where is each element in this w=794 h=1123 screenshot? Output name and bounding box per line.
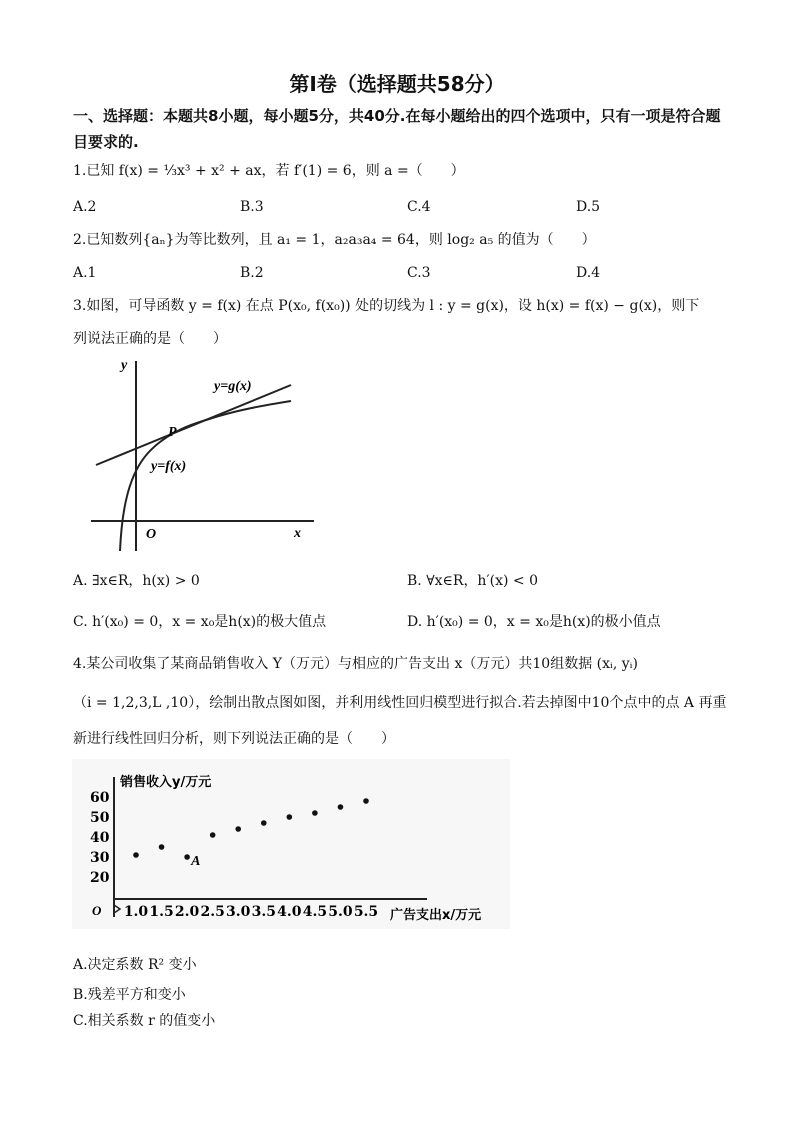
question-4-stem-line1: 4.某公司收集了某商品销售收入 Y（万元）与相应的广告支出 x（万元）共10组数据 (xᵢ, yᵢ) <box>73 656 638 672</box>
q3-option-d[interactable]: D. h′(x₀) = 0，x = x₀是h(x)的极小值点 <box>407 614 661 630</box>
x-tick-label: 5.0 <box>328 904 353 920</box>
question-2-stem: 2.已知数列{aₙ}为等比数列，且 a₁ = 1，a₂a₃a₄ = 64，则 log₂ a₅ 的值为（ ） <box>73 232 596 248</box>
scatter-point <box>261 820 267 826</box>
question-3-stem-line1: 3.如图，可导函数 y = f(x) 在点 P(x₀, f(x₀)) 处的切线为 l : y = g(x)，设 h(x) = f(x) − g(x)，则下 <box>73 298 700 314</box>
chart-origin-label: O <box>92 903 102 918</box>
question-4-stem-line2: （i = 1,2,3,L ,10），绘制出散点图如图，并利用线性回归模型进行拟合.若去掉图中10个点中的点 A 再重 <box>73 695 727 711</box>
x-tick-label: 1.0 <box>123 904 149 920</box>
scatter-point <box>287 814 293 820</box>
scatter-point <box>210 832 216 838</box>
scatter-point <box>338 804 344 810</box>
x-tick-label: 1.5 <box>149 904 174 920</box>
origin-label: O <box>146 527 157 542</box>
y-tick-label: 30 <box>90 850 110 866</box>
x-tick-label: 3.0 <box>226 904 251 920</box>
f-curve-label: y=f(x) <box>151 459 187 474</box>
q2-option-a[interactable]: A.1 <box>73 265 97 281</box>
x-tick-label: 4.0 <box>277 904 302 920</box>
scatter-point <box>363 798 369 804</box>
q4-option-c[interactable]: C.相关系数 r 的值变小 <box>73 1013 216 1029</box>
q2-option-c[interactable]: C.3 <box>407 265 431 281</box>
scatter-point <box>184 854 190 860</box>
q4-option-b[interactable]: B.残差平方和变小 <box>73 987 186 1003</box>
chart-y-label: 销售收入y/万元 <box>120 775 212 790</box>
g-curve-label: y=g(x) <box>214 379 252 394</box>
scatter-point <box>235 826 241 832</box>
point-a-label: A <box>191 854 201 869</box>
scatter-point <box>133 852 139 858</box>
tangent-figure <box>86 355 322 551</box>
q1-option-c[interactable]: C.4 <box>407 199 431 215</box>
chart-x-label: 广告支出x/万元 <box>390 908 482 923</box>
x-tick-label: 2.5 <box>200 904 225 920</box>
y-tick-label: 50 <box>90 810 110 826</box>
scatter-chart <box>72 759 510 929</box>
x-tick-label: 3.5 <box>251 904 276 920</box>
x-axis-label: x <box>294 526 301 541</box>
q4-option-a[interactable]: A.决定系数 R² 变小 <box>73 957 197 973</box>
scatter-point <box>312 810 318 816</box>
q1-option-a[interactable]: A.2 <box>73 199 97 215</box>
y-tick-label: 40 <box>90 830 110 846</box>
x-tick-label: 2.0 <box>174 904 200 920</box>
q2-option-d[interactable]: D.4 <box>576 265 601 281</box>
y-axis-label: y <box>121 358 128 373</box>
page-title: 第Ⅰ卷（选择题共58分） <box>289 72 505 96</box>
y-tick-label: 60 <box>90 790 110 806</box>
q3-option-c[interactable]: C. h′(x₀) = 0，x = x₀是h(x)的极大值点 <box>73 614 327 630</box>
scatter-point <box>159 844 165 850</box>
q2-option-b[interactable]: B.2 <box>240 265 264 281</box>
q3-option-b[interactable]: B. ∀x∈R，h′(x) < 0 <box>407 573 538 589</box>
question-4-stem-line3: 新进行线性回归分析，则下列说法正确的是（ ） <box>73 731 395 747</box>
point-p-label: P <box>168 425 177 440</box>
q3-option-a[interactable]: A. ∃x∈R，h(x) > 0 <box>73 573 200 589</box>
section-header: 一、选择题：本题共8小题，每小题5分，共40分.在每小题给出的四个选项中，只有一项是符合题目要求的. <box>73 107 721 151</box>
q1-option-d[interactable]: D.5 <box>576 199 601 215</box>
y-tick-label: 20 <box>90 870 110 886</box>
x-tick-label: 5.5 <box>353 904 379 920</box>
q1-option-b[interactable]: B.3 <box>240 199 264 215</box>
question-3-stem-line2: 列说法正确的是（ ） <box>73 331 227 347</box>
question-1-stem: 1.已知 f(x) = ⅓x³ + x² + ax，若 f′(1) = 6，则 a =（ ） <box>73 163 465 179</box>
x-tick-label: 4.5 <box>302 904 328 920</box>
